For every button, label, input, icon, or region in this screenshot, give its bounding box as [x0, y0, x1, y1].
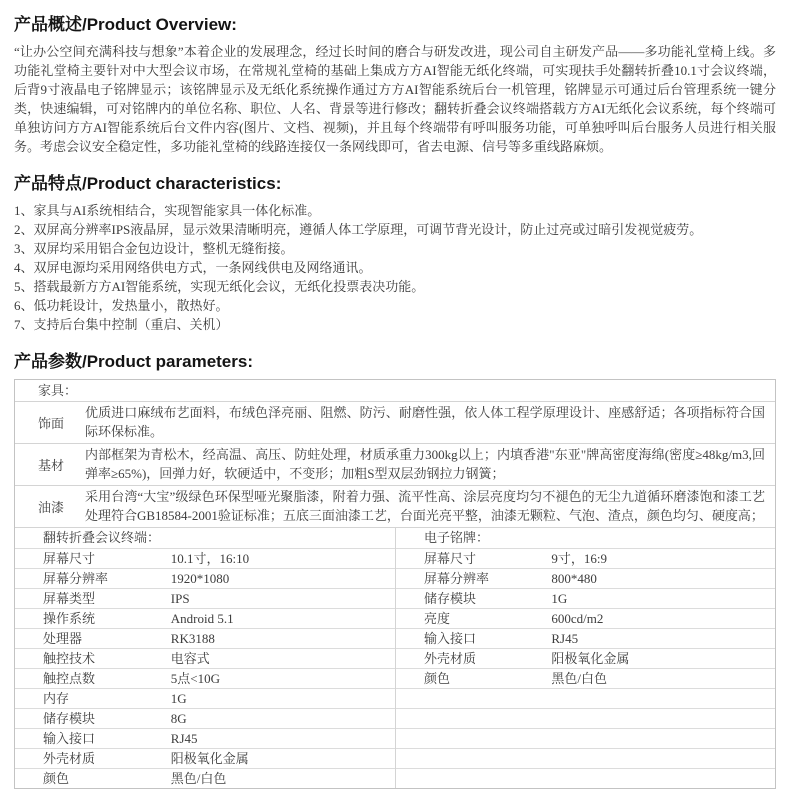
nameplate-row — [396, 628, 775, 648]
nameplate-row — [396, 608, 775, 628]
nameplate-spec-column — [395, 528, 775, 788]
spec-key: 屏幕分辨率 — [424, 571, 490, 586]
nameplate-row — [396, 668, 775, 688]
spec-value: 10.1寸，16:10 — [170, 551, 250, 566]
characteristic-item: 1、家具与AI系统相结合，实现智能家具一体化标准。 — [14, 203, 321, 218]
spec-value: RJ45 — [170, 731, 198, 746]
spec-key: 触控点数 — [43, 671, 96, 686]
terminal-row — [15, 588, 395, 608]
spec-key: 处理器 — [43, 631, 83, 646]
characteristic-item: 7、支持后台集中控制（重启、关机） — [14, 317, 229, 332]
overview-heading: 产品概述/Product Overview: — [14, 15, 237, 34]
furniture-row-description: 内部框架为青松木，经高温、高压、防蛀处理，材质承重力300kg以上；内填香港"东亚"牌高密度海绵(密度≥48kg/m3,回弹率≥65%)，回弹力好，软硬适中，不变形；加粗S型双层劲钢拉力钢簧； — [85, 447, 765, 481]
spec-value: 1G — [551, 591, 568, 606]
furniture-section-title: 家具： — [38, 383, 78, 398]
terminal-row — [15, 548, 395, 568]
characteristic-item: 4、双屏电源均采用网络供电方式，一条网线供电及网络通讯。 — [14, 260, 372, 275]
spec-value: RJ45 — [551, 631, 579, 646]
spec-key: 亮度 — [424, 611, 451, 626]
spec-value: 8G — [170, 711, 187, 726]
parameters-heading: 产品参数/Product parameters: — [14, 352, 253, 371]
parameters-table — [14, 379, 776, 789]
spec-value — [551, 749, 775, 768]
spec-key: 储存模块 — [424, 591, 477, 606]
spec-key: 颜色 — [43, 771, 70, 786]
terminal-row — [15, 608, 395, 628]
nameplate-row — [396, 588, 775, 608]
characteristic-item: 2、双屏高分辨率IPS液晶屏，显示效果清晰明亮，遵循人体工学原理，可调节背光设计，防止过亮或过暗引发视觉疲劳。 — [14, 222, 703, 237]
furniture-row-description: 采用台湾“大宝”级绿色环保型哑光聚脂漆，附着力强、流平性高、涂层亮度均匀不褪色的无尘九道循环磨漆饱和漆工艺处理符合GB18584-2001验证标准；五底三面油漆工艺，台面光亮平整，油漆无颗粒、气泡、渣点，颜色均匀、硬度高； — [85, 489, 765, 523]
spec-value — [551, 709, 775, 728]
spec-value: 黑色/白色 — [170, 771, 227, 786]
furniture-row-label: 油漆 — [38, 500, 65, 515]
spec-key — [396, 689, 551, 708]
characteristic-item: 6、低功耗设计，发热量小，散热好。 — [14, 298, 229, 313]
spec-key: 屏幕尺寸 — [43, 551, 96, 566]
spec-key — [396, 749, 551, 768]
spec-key — [396, 709, 551, 728]
furniture-row — [15, 401, 775, 443]
overview-paragraph: “让办公空间充满科技与想象”本着企业的发展理念，经过长时间的磨合与研发改进，现公司自主研发产品——多功能礼堂椅上线。多功能礼堂椅主要针对中大型会议市场，在常规礼堂椅的基础上集成方方AI智能无纸化终端，可实现扶手处翻转折叠10.1寸会议终端，后背9寸液晶电子铭牌显示；该铭牌显示及无纸化系统操作通过方方AI智能系统后台一机管理，铭牌显示可通过后台管理系统一键分类，快速编辑，可对铭牌内的单位名称、职位、人名、背景等进行修改；翻转折叠会议终端搭载方方AI无纸化会议系统，每个终端可单独访问方方AI智能系统后台文件内容(图片、文档、视频)，并且每个终端带有呼叫服务功能，可单独呼叫后台服务人员进行相关服务。考虑会议安全稳定性，多功能礼堂椅的线路连接仅一条网线即可，省去电源、信号等多重线路麻烦。 — [14, 44, 776, 154]
spec-key: 颜色 — [424, 671, 451, 686]
spec-value: 黑色/白色 — [551, 671, 607, 686]
spec-key: 输入接口 — [424, 631, 477, 646]
spec-key: 屏幕尺寸 — [424, 551, 477, 566]
spec-key: 屏幕类型 — [43, 591, 96, 606]
furniture-row-description: 优质进口麻绒布艺面料，布绒色泽亮丽、阻燃、防污、耐磨性强，依人体工程学原理设计、座感舒适；各项指标符合国际环保标准。 — [85, 405, 765, 439]
spec-value — [551, 689, 775, 708]
spec-value: 阳极氧化金属 — [551, 651, 630, 666]
spec-value: 阳极氧化金属 — [170, 751, 249, 766]
spec-key: 触控技术 — [43, 651, 96, 666]
terminal-row — [15, 728, 395, 748]
characteristics-list — [14, 201, 776, 334]
terminal-title: 翻转折叠会议终端： — [43, 530, 161, 545]
terminal-row — [15, 768, 395, 788]
spec-value: 800*480 — [551, 571, 597, 586]
terminal-row — [15, 628, 395, 648]
furniture-row-label: 基材 — [38, 458, 65, 473]
nameplate-row — [396, 568, 775, 588]
spec-key: 储存模块 — [43, 711, 96, 726]
terminal-row — [15, 668, 395, 688]
spec-key — [396, 729, 551, 748]
spec-value: 9寸，16:9 — [551, 551, 607, 566]
spec-key: 屏幕分辨率 — [43, 571, 109, 586]
spec-value: 1920*1080 — [170, 571, 230, 586]
nameplate-empty-row — [396, 768, 775, 788]
spec-key: 操作系统 — [43, 611, 96, 626]
nameplate-empty-row — [396, 728, 775, 748]
furniture-row — [15, 485, 775, 527]
terminal-spec-column — [15, 528, 395, 788]
characteristics-heading: 产品特点/Product characteristics: — [14, 174, 282, 193]
furniture-row-label: 饰面 — [38, 416, 65, 431]
spec-value — [551, 729, 775, 748]
spec-key: 内存 — [43, 691, 70, 706]
spec-value: RK3188 — [170, 631, 215, 646]
characteristic-item: 3、双屏均采用铝合金包边设计，整机无缝衔接。 — [14, 241, 294, 256]
spec-value — [551, 769, 775, 788]
nameplate-empty-row — [396, 688, 775, 708]
characteristic-item: 5、搭载最新方方AI智能系统，实现无纸化会议，无纸化投票表决功能。 — [14, 279, 425, 294]
terminal-row — [15, 648, 395, 668]
terminal-row — [15, 688, 395, 708]
furniture-rows — [15, 401, 775, 527]
spec-value: 电容式 — [170, 651, 210, 666]
terminal-row — [15, 708, 395, 728]
nameplate-empty-row — [396, 748, 775, 768]
spec-key — [396, 769, 551, 788]
spec-key: 外壳材质 — [43, 751, 96, 766]
spec-grid — [15, 527, 775, 788]
spec-value: 1G — [170, 691, 187, 706]
furniture-row — [15, 443, 775, 485]
spec-key: 输入接口 — [43, 731, 96, 746]
spec-value: IPS — [170, 591, 190, 606]
nameplate-row — [396, 648, 775, 668]
nameplate-empty-row — [396, 708, 775, 728]
nameplate-row — [396, 548, 775, 568]
terminal-row — [15, 748, 395, 768]
nameplate-title: 电子铭牌： — [424, 530, 490, 545]
spec-value: 600cd/m2 — [551, 611, 604, 626]
spec-key: 外壳材质 — [424, 651, 477, 666]
spec-value: Android 5.1 — [170, 611, 234, 626]
terminal-row — [15, 568, 395, 588]
spec-value: 5点<10G — [170, 671, 221, 686]
